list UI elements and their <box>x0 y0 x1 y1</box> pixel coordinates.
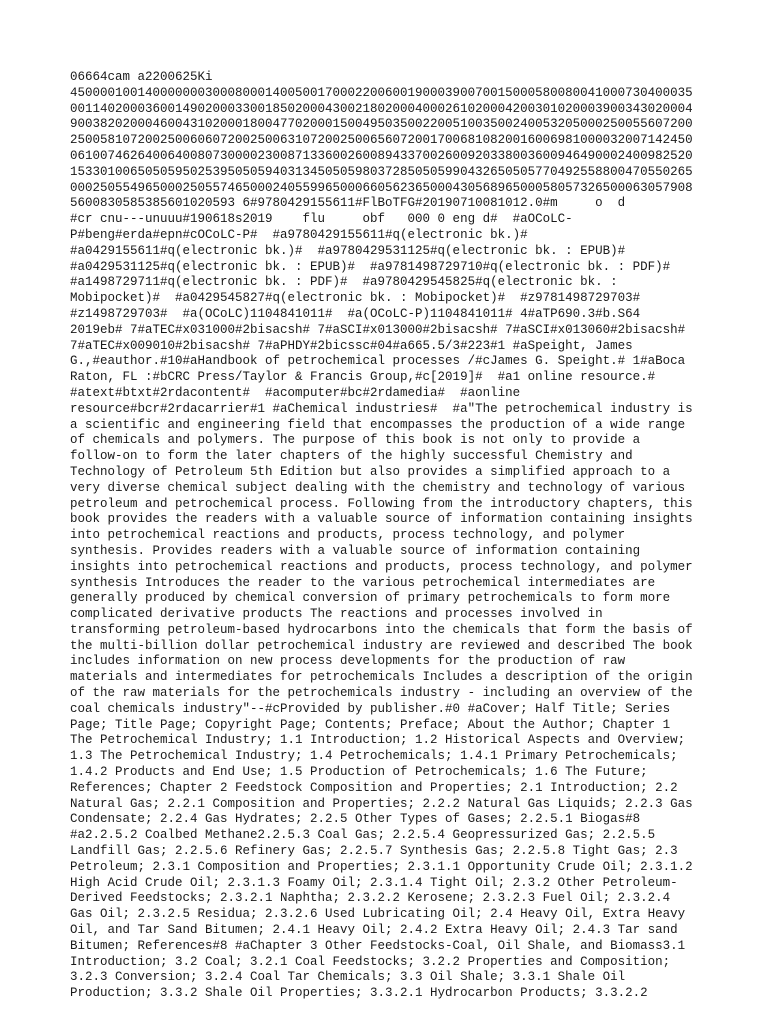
record-text-line: #a1498729711#q(electronic bk. : PDF)# #a9780429545825#q(electronic bk. : <box>70 275 618 290</box>
record-text-line: 25005810720025006060720025006310720025006560720017006810820016006981000032007142450 <box>70 133 693 148</box>
record-text-line: 15330100650505950253950505940313450505980372850505990432650505770492558800470550265 <box>70 164 693 179</box>
record-text-line: #a0429155611#q(electronic bk.)# #a9780429531125#q(electronic bk. : EPUB)# <box>70 243 626 258</box>
record-text-line: 90038202000460043102000180047702000150049503500220051003500240053205000250055607200 <box>70 117 693 132</box>
record-text-line: includes information on new process developments for the production of raw <box>70 654 626 669</box>
record-text-line: follow-on to form the later chapters of the highly successful Chemistry and <box>70 449 633 464</box>
record-text-line: book provides the readers with a valuable source of information containing insights <box>70 512 693 527</box>
record-text-line: materials and intermediates for petrochemicals Includes a description of the origin <box>70 670 693 685</box>
record-text-line: Bitumen; References#8 #aChapter 3 Other Feedstocks-Coal, Oil Shale, and Biomass3.1 <box>70 938 686 953</box>
record-text-line: #a0429531125#q(electronic bk. : EPUB)# #a9781498729710#q(electronic bk. : PDF)# <box>70 259 671 274</box>
record-text-line: synthesis. Provides readers with a valuable source of information containing <box>70 543 641 558</box>
record-text-line: 00025055496500025055746500024055996500066056236500043056896500058057326500063057908 <box>70 180 693 195</box>
record-text-line: resource#bcr#2rdacarrier#1 #aChemical industries# #a"The petrochemical industry is <box>70 401 693 416</box>
record-text-line: Oil, and Tar Sand Bitumen; 2.4.1 Heavy Oil; 2.4.2 Extra Heavy Oil; 2.4.3 Tar sand <box>70 923 678 938</box>
record-text-line: the multi-billion dollar petrochemical industry are reviewed and described The book <box>70 638 693 653</box>
record-text-line: 3.2.3 Conversion; 3.2.4 Coal Tar Chemicals; 3.3 Oil Shale; 3.3.1 Shale Oil <box>70 970 626 985</box>
record-text-line: Natural Gas; 2.2.1 Composition and Properties; 2.2.2 Natural Gas Liquids; 2.2.3 Gas <box>70 796 693 811</box>
record-text-line: 45000010014000000030008000140050017000220060019000390070015000580080041000730400035 <box>70 85 693 100</box>
record-text-line: Production; 3.3.2 Shale Oil Properties; 3.3.2.1 Hydrocarbon Products; 3.3.2.2 <box>70 986 648 1001</box>
record-text-line: Page; Title Page; Copyright Page; Contents; Preface; About the Author; Chapter 1 <box>70 717 671 732</box>
record-text-line: #a2.2.5.2 Coalbed Methane2.2.5.3 Coal Gas; 2.2.5.4 Geopressurized Gas; 2.2.5.5 <box>70 828 656 843</box>
record-text-line: P#beng#erda#epn#cOCoLC-P# #a9780429155611#q(electronic bk.)# <box>70 227 528 242</box>
record-text-line: #z1498729703# #a(OCoLC)1104841011# #a(OCoLC-P)1104841011# 4#aTP690.3#b.S64 <box>70 306 641 321</box>
record-text-line: coal chemicals industry"--#cProvided by publisher.#0 #aCover; Half Title; Series <box>70 701 671 716</box>
record-text-line: transforming petroleum-based hydrocarbons into the chemicals that form the basis of <box>70 622 693 637</box>
record-text-line: Condensate; 2.2.4 Gas Hydrates; 2.2.5 Other Types of Gases; 2.2.5.1 Biogas#8 <box>70 812 641 827</box>
record-text-line: of the raw materials for the petrochemicals industry - including an overview of the <box>70 686 693 701</box>
record-text-line: 2019eb# 7#aTEC#x031000#2bisacsh# 7#aSCI#x013000#2bisacsh# 7#aSCI#x013060#2bisacsh# <box>70 322 686 337</box>
record-text-line: 00114020003600149020003300185020004300218020004000261020004200301020003900343020004 <box>70 101 693 116</box>
record-text-line: Landfill Gas; 2.2.5.6 Refinery Gas; 2.2.5.7 Synthesis Gas; 2.2.5.8 Tight Gas; 2.3 <box>70 844 678 859</box>
record-text-line: Technology of Petroleum 5th Edition but also provides a simplified approach to a <box>70 464 671 479</box>
record-text-line: Gas Oil; 2.3.2.5 Residua; 2.3.2.6 Used Lubricating Oil; 2.4 Heavy Oil, Extra Heavy <box>70 907 686 922</box>
record-text-line: The Petrochemical Industry; 1.1 Introduction; 1.2 Historical Aspects and Overview; <box>70 733 686 748</box>
marc-record-document <box>70 70 760 1002</box>
record-text-line: G.,#eauthor.#10#aHandbook of petrochemical processes /#cJames G. Speight.# 1#aBoca <box>70 354 686 369</box>
record-text-line: 1.3 The Petrochemical Industry; 1.4 Petrochemicals; 1.4.1 Primary Petrochemicals; <box>70 749 678 764</box>
record-text-line: 06664cam a2200625Ki <box>70 70 213 84</box>
record-text-line: 06100746264006400807300002300871336002600894337002600920338003600946490002400982520 <box>70 148 693 163</box>
record-text-line: Introduction; 3.2 Coal; 3.2.1 Coal Feedstocks; 3.2.2 Properties and Composition; <box>70 954 671 969</box>
record-text-line: References; Chapter 2 Feedstock Composition and Properties; 2.1 Introduction; 2.2 <box>70 780 678 795</box>
record-text-line: 1.4.2 Products and End Use; 1.5 Production of Petrochemicals; 1.6 The Future; <box>70 765 648 780</box>
record-text-line: generally produced by chemical conversion of primary petrochemicals to form more <box>70 591 671 606</box>
record-text-line: Derived Feedstocks; 2.3.2.1 Naphtha; 2.3.2.2 Kerosene; 2.3.2.3 Fuel Oil; 2.3.2.4 <box>70 891 671 906</box>
record-text-line: High Acid Crude Oil; 2.3.1.3 Foamy Oil; 2.3.1.4 Tight Oil; 2.3.2 Other Petroleum- <box>70 875 678 890</box>
record-text-line: 7#aTEC#x009010#2bisacsh# 7#aPHDY#2bicssc#04#a665.5/3#223#1 #aSpeight, James <box>70 338 633 353</box>
record-text-line: insights into petrochemical reactions and products, process technology, and polymer <box>70 559 693 574</box>
record-text-line: a scientific and engineering field that encompasses the production of a wide range <box>70 417 686 432</box>
record-text-line: 5600830585385601020593 6#9780429155611#FlBoTFG#20190710081012.0#m o d <box>70 196 626 211</box>
record-text-line: Petroleum; 2.3.1 Composition and Properties; 2.3.1.1 Opportunity Crude Oil; 2.3.1.2 <box>70 859 693 874</box>
record-text-line: of chemicals and polymers. The purpose of this book is not only to provide a <box>70 433 641 448</box>
record-text-line: Raton, FL :#bCRC Press/Taylor & Francis Group,#c[2019]# #a1 online resource.# <box>70 370 656 385</box>
record-text-line: #atext#btxt#2rdacontent# #acomputer#bc#2rdamedia# #aonline <box>70 385 521 400</box>
record-text-line: synthesis Introduces the reader to the various petrochemical intermediates are <box>70 575 656 590</box>
record-text-line: petroleum and petrochemical process. Following from the introductory chapters, this <box>70 496 693 511</box>
record-text-line: #cr cnu---unuuu#190618s2019 flu obf 000 0 eng d# #aOCoLC- <box>70 212 573 227</box>
record-text-line: very diverse chemical subject dealing with the chemistry and technology of various <box>70 480 686 495</box>
record-text-line: into petrochemical reactions and products, process technology, and polymer <box>70 528 626 543</box>
record-text-line: Mobipocket)# #a0429545827#q(electronic bk. : Mobipocket)# #z9781498729703# <box>70 291 641 306</box>
record-text-line: complicated derivative products The reactions and processes involved in <box>70 607 603 622</box>
